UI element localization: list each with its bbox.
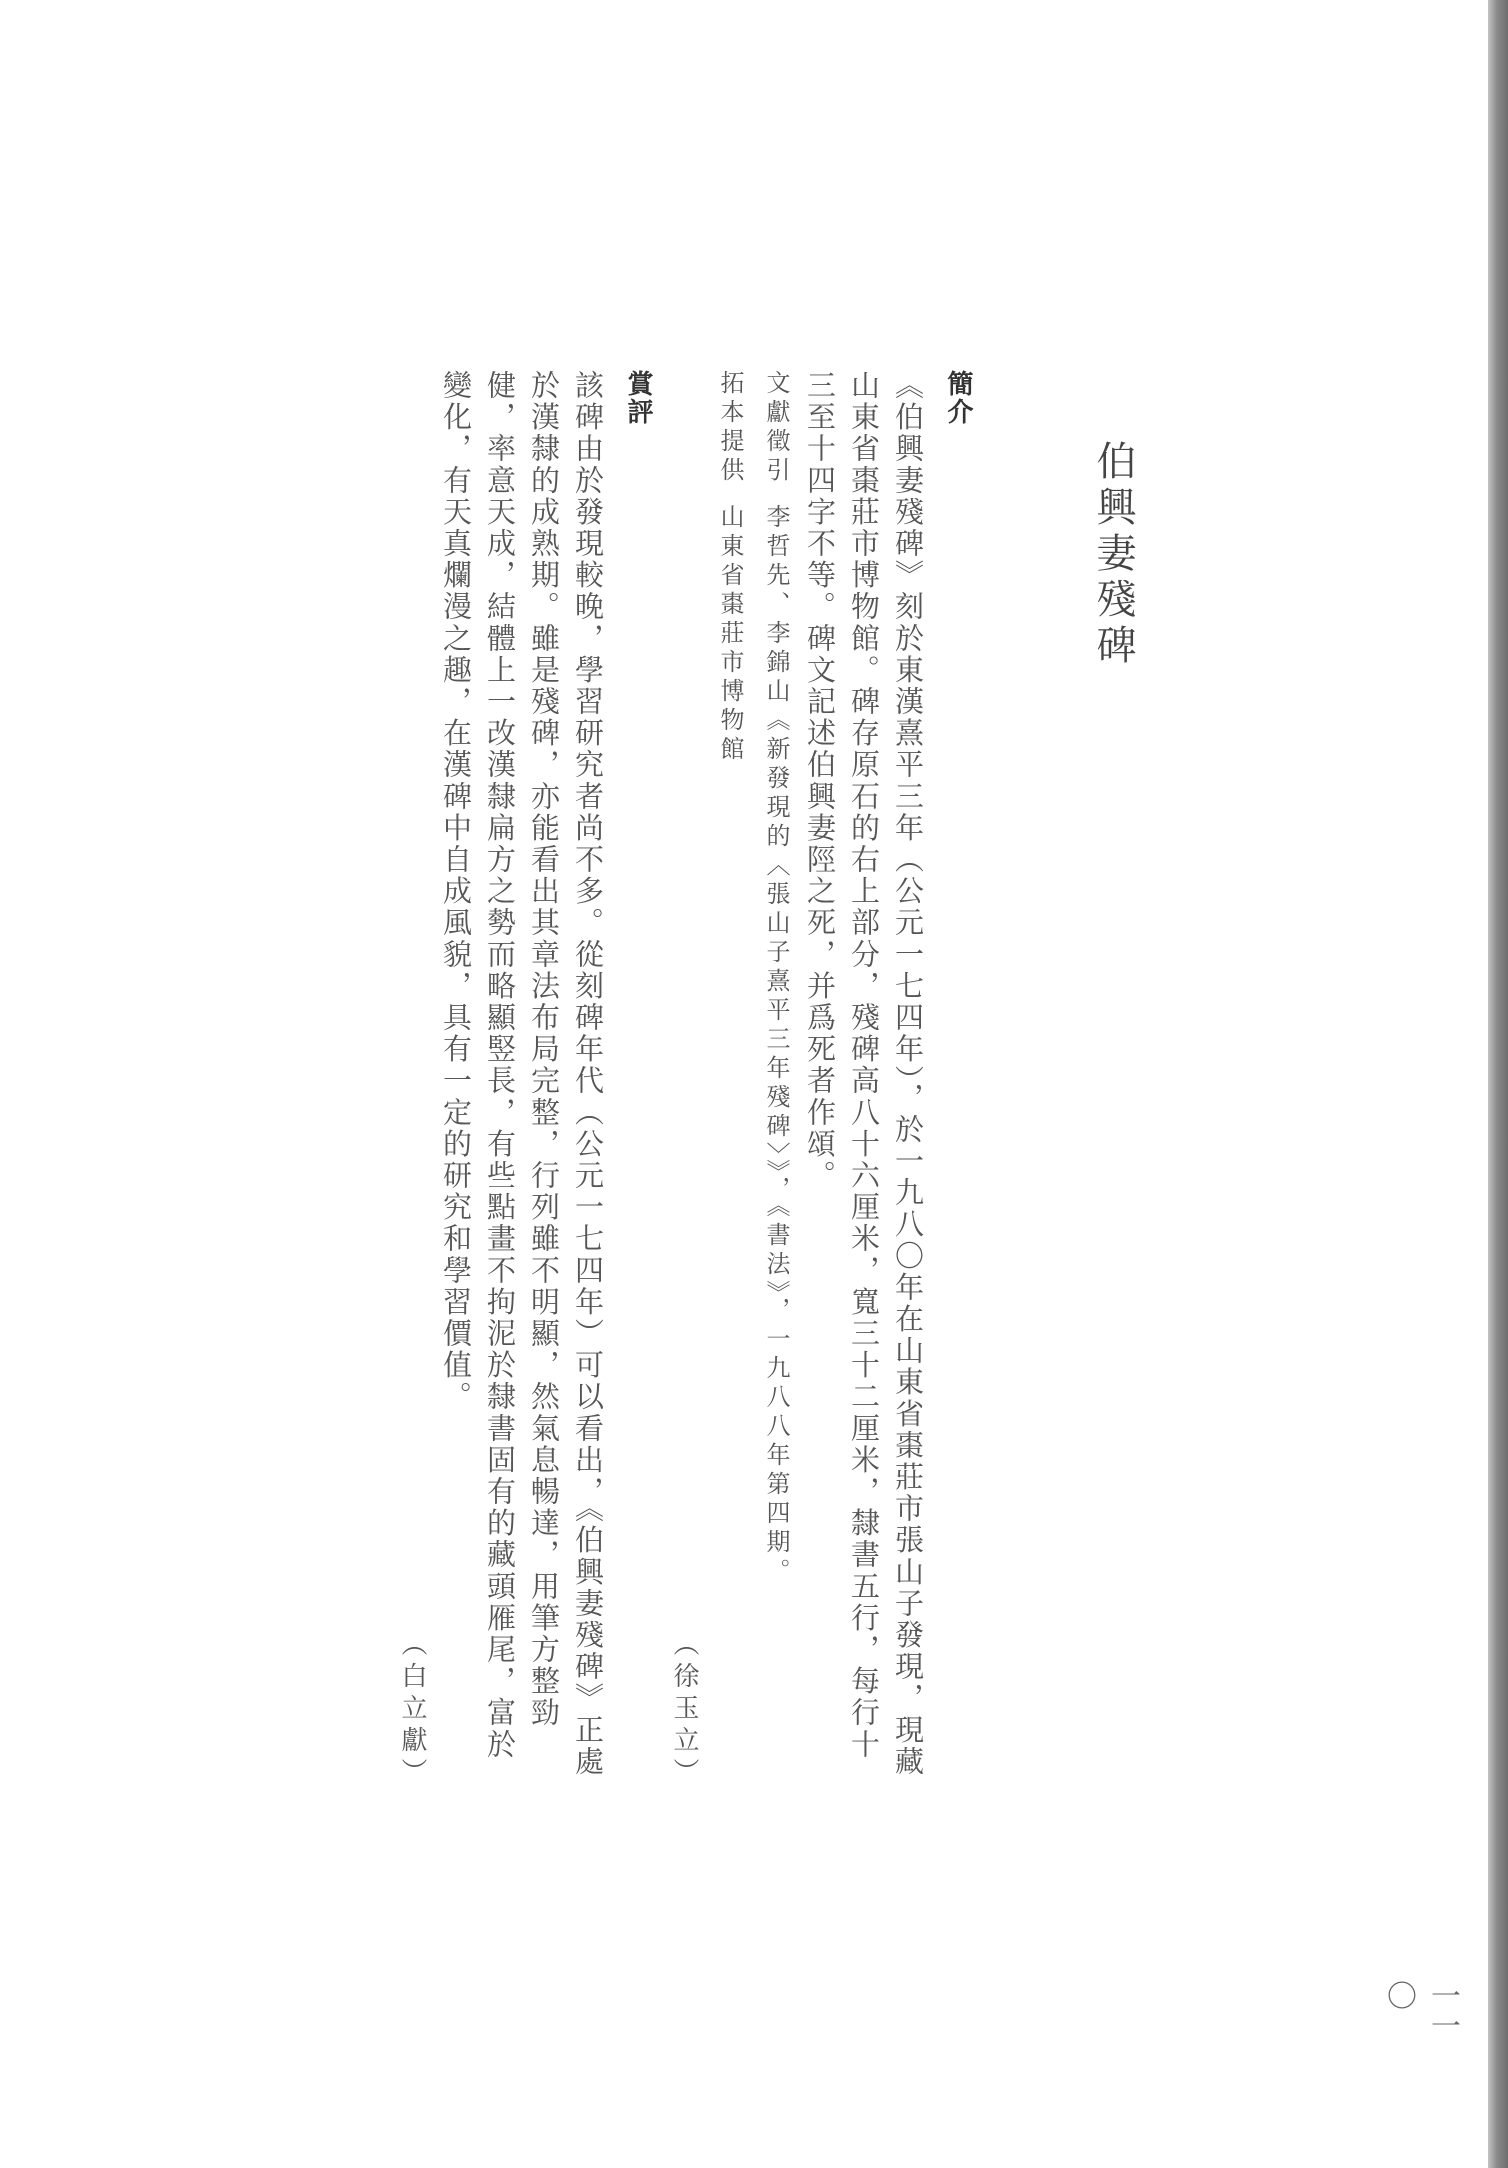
intro-paragraph: 《伯興妻殘碑》刻於東漢熹平三年（公元一七四年），於一九八〇年在山東省棗莊市張山子發現，現藏山東省棗莊市博物館。碑存原石的右上部分，殘碑高八十六厘米，寬三十二厘米，隸書五行，每行十三至十四字不等。碑文記述伯興妻陘之死，并爲死者作頌。 (803, 370, 925, 1778)
page-title: 伯興妻殘碑 (1090, 440, 1136, 670)
review-heading: 賞評 (623, 370, 653, 426)
rubbing-source (708, 370, 752, 1790)
body-text (380, 370, 980, 1790)
rubbing-line (708, 370, 752, 1790)
rubbing-label: 拓本提供 (716, 370, 744, 486)
citation-line (754, 370, 798, 1790)
review-paragraph: 該碑由於發現較晚，學習研究者尚不多。從刻碑年代（公元一七四年）可以看出，《伯興妻殘碑》正處於漢隸的成熟期。雖是殘碑，亦能看出其章法布局完整，行列雖不明顯，然氣息暢達，用筆方整勁健，率意天成，結體上一改漢隸扁方之勢而略顯竪長，有些點畫不拘泥於隸書固有的藏頭雁尾，富於變化，有天真爛漫之趣，在漢碑中自成風貌，具有一定的研究和學習價值。 (439, 370, 605, 1778)
page-number: 一一〇 (1381, 1980, 1460, 2040)
citation-text: 李哲先、李錦山《新發現的〈張山子熹平三年殘碑〉》，《書法》，一九八八年第四期。 (762, 504, 790, 1587)
page-edge-shadow (1488, 0, 1508, 2168)
citation-label: 文獻徵引 (762, 370, 790, 486)
intro-signature: （徐玉立） (669, 1630, 699, 1790)
citation (754, 370, 798, 1790)
intro-heading: 簡介 (943, 370, 973, 426)
rubbing-text: 山東省棗莊市博物館 (716, 504, 744, 765)
review-signature: （白立獻） (397, 1630, 427, 1790)
